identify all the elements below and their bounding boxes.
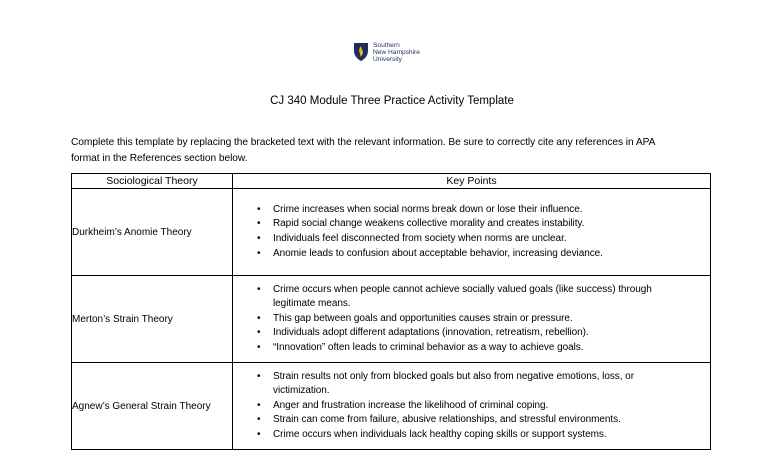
list-item: • Rapid social change weakens collective morality and creates instability. xyxy=(257,217,710,232)
snhu-logo xyxy=(353,42,420,63)
bullet-icon: • xyxy=(257,399,261,411)
key-points-list xyxy=(233,370,710,443)
instructions-line-1: Complete this template by replacing the bracketed text with the relevant information. Be sure to correctly cite any references in APA xyxy=(71,137,656,148)
key-points-cell[interactable] xyxy=(233,363,711,450)
bullet-icon: • xyxy=(257,414,261,426)
list-item: • Anger and frustration increase the likelihood of criminal coping. xyxy=(257,399,710,414)
instructions-paragraph xyxy=(71,135,721,167)
list-item: • Strain can come from failure, abusive relationships, and stressful environments. xyxy=(257,413,710,428)
list-item: • Crime occurs when people cannot achieve socially valued goals (like success) through legitimate means. xyxy=(257,283,652,310)
theory-table xyxy=(71,173,711,450)
bullet-icon: • xyxy=(257,233,261,244)
logo-wordmark xyxy=(373,42,420,63)
bullet-icon: • xyxy=(257,341,261,353)
theory-cell[interactable]: Durkheim’s Anomie Theory xyxy=(72,189,233,276)
logo-line-3: University xyxy=(373,56,402,63)
theory-cell[interactable]: Merton’s Strain Theory xyxy=(72,276,233,363)
list-item: • Crime increases when social norms break down or lose their influence. xyxy=(257,203,710,218)
table-header-row xyxy=(72,174,711,189)
bullet-icon: • xyxy=(257,203,261,215)
list-item: • Crime occurs when individuals lack healthy coping skills or support systems. xyxy=(257,428,710,443)
bullet-icon: • xyxy=(257,312,261,324)
logo-line-1: Southern xyxy=(373,42,400,49)
logo-line-2: New Hampshire xyxy=(373,49,420,56)
list-item: • This gap between goals and opportunities causes strain or pressure. xyxy=(257,312,710,327)
list-item: • Strain results not only from blocked goals but also from negative emotions, loss, or victimization. xyxy=(257,370,634,397)
list-item: • Individuals feel disconnected from society when norms are unclear. xyxy=(257,232,710,247)
table-row xyxy=(72,276,711,363)
list-item: • Anomie leads to confusion about acceptable behavior, increasing deviance. xyxy=(257,247,710,262)
column-header-theory: Sociological Theory xyxy=(72,174,233,189)
table-row xyxy=(72,189,711,276)
column-header-key-points: Key Points xyxy=(233,174,711,189)
theory-cell[interactable]: Agnew’s General Strain Theory xyxy=(72,363,233,450)
list-item: • “Innovation” often leads to criminal behavior as a way to achieve goals. xyxy=(257,341,710,356)
bullet-icon: • xyxy=(257,283,261,295)
list-item: • Individuals adopt different adaptations (innovation, retreatism, rebellion). xyxy=(257,326,710,341)
bullet-icon: • xyxy=(257,370,261,382)
key-points-list xyxy=(233,283,710,356)
key-points-list xyxy=(233,203,710,261)
snhu-shield-icon xyxy=(353,42,369,62)
bullet-icon: • xyxy=(257,218,261,230)
key-points-cell[interactable] xyxy=(233,189,711,276)
bullet-icon: • xyxy=(257,327,261,339)
key-points-cell[interactable] xyxy=(233,276,711,363)
bullet-icon: • xyxy=(257,247,261,259)
bullet-icon: • xyxy=(257,428,261,440)
document-title: CJ 340 Module Three Practice Activity Template xyxy=(270,95,514,107)
instructions-line-2: format in the References section below. xyxy=(71,153,248,164)
table-row xyxy=(72,363,711,450)
